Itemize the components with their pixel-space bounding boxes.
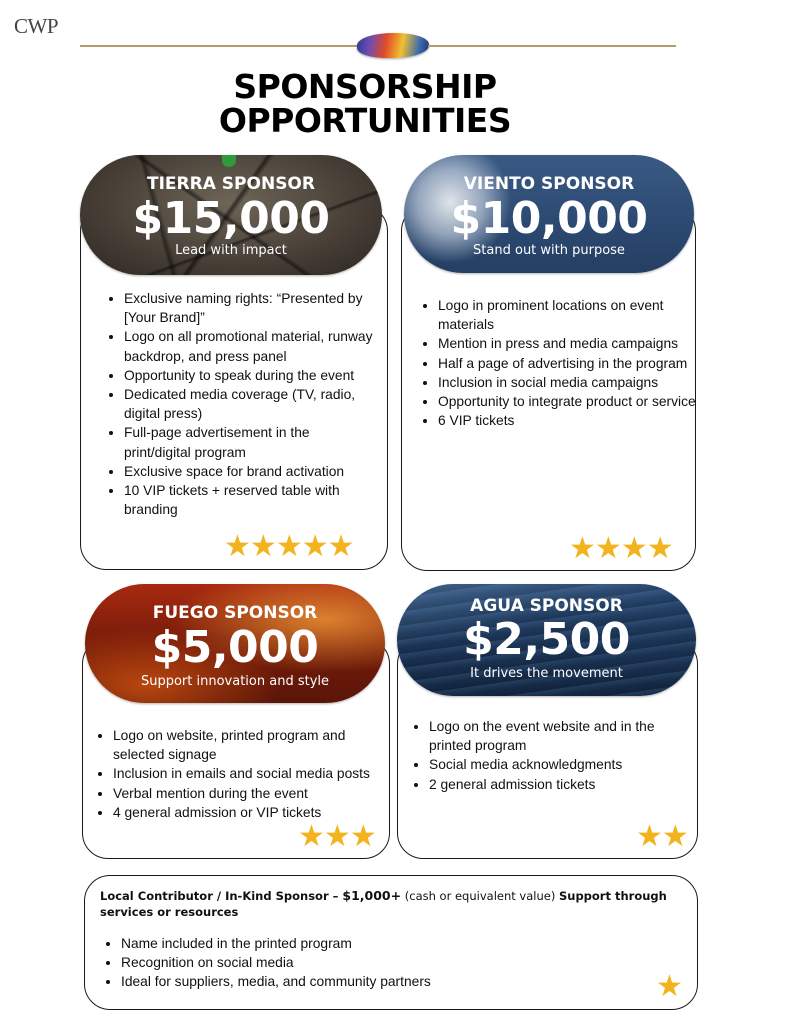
tier-name: VIENTO SPONSOR [463, 174, 635, 194]
star-icon: ★ [301, 530, 328, 563]
star-icon: ★ [661, 820, 688, 853]
star-icon: ★ [646, 532, 673, 565]
local-amount: $1,000+ [342, 888, 402, 903]
benefit-item: • Opportunity to speak during the event [124, 366, 380, 385]
viento-star-rating [569, 534, 673, 564]
benefit-item: • 10 VIP tickets + reserved table with branding [124, 481, 380, 519]
benefit-item: • Half a page of advertising in the program [438, 354, 696, 373]
tier-price: $10,000 [450, 193, 648, 244]
benefit-item: • Recognition on social media [121, 953, 561, 972]
benefit-item: • Mention in press and media campaigns [438, 334, 696, 353]
benefit-item: • Inclusion in social media campaigns [438, 373, 696, 392]
page-title-line-1: SPONSORSHIP [233, 67, 497, 106]
header-divider-left [80, 45, 358, 47]
viento-sponsor-banner [404, 155, 694, 273]
star-icon: ★ [569, 532, 595, 565]
local-benefits-list [103, 934, 561, 992]
fuego-sponsor-banner [85, 584, 385, 703]
tier-tagline: It drives the movement [470, 666, 623, 681]
benefit-item: • Verbal mention during the event [113, 784, 398, 803]
tier-price: $2,500 [463, 614, 630, 665]
viento-benefits-list [420, 296, 696, 430]
benefit-item: • Social media acknowledgments [429, 755, 694, 774]
tier-price: $15,000 [132, 193, 330, 244]
benefit-item: • 6 VIP tickets [438, 411, 696, 430]
gemstone-icon [357, 33, 429, 58]
local-contributor-title [100, 888, 680, 920]
star-icon: ★ [323, 820, 350, 853]
star-icon: ★ [594, 532, 621, 565]
tierra-benefits-list [106, 289, 380, 519]
benefit-item: • Name included in the printed program [121, 934, 561, 953]
star-icon: ★ [636, 820, 662, 853]
benefit-item: • Logo on all promotional material, runway backdrop, and press panel [124, 327, 380, 365]
agua-sponsor-banner [397, 584, 696, 696]
tier-name: FUEGO SPONSOR [152, 603, 318, 623]
benefit-item: • Logo on website, printed program and selected signage [113, 726, 398, 764]
tier-name: TIERRA SPONSOR [147, 174, 315, 194]
benefit-item: • Ideal for suppliers, media, and community partners [121, 972, 561, 991]
local-star-rating [656, 972, 682, 1002]
star-icon: ★ [349, 820, 376, 853]
tierra-star-rating [224, 532, 354, 562]
local-title-paren: (cash or equivalent value) [401, 889, 559, 903]
tier-name: AGUA SPONSOR [470, 596, 623, 616]
benefit-item: • 2 general admission tickets [429, 775, 694, 794]
benefit-item: • Inclusion in emails and social media posts [113, 764, 398, 783]
local-title-part-1: Local Contributor / In-Kind Sponsor – [100, 889, 343, 903]
tier-price: $5,000 [151, 622, 319, 673]
agua-benefits-list [411, 717, 694, 794]
star-icon: ★ [224, 530, 250, 563]
page-title-line-2: OPPORTUNITIES [218, 101, 512, 141]
tier-tagline: Lead with impact [175, 243, 287, 258]
fuego-benefits-list [95, 726, 398, 822]
agua-star-rating [636, 822, 688, 852]
tier-tagline: Stand out with purpose [473, 243, 625, 258]
tierra-sponsor-banner [80, 155, 382, 275]
benefit-item: • Logo on the event website and in the printed program [429, 717, 694, 755]
brand-logo: CWP [14, 14, 59, 38]
fuego-star-rating [298, 822, 376, 852]
benefit-item: • 4 general admission or VIP tickets [113, 803, 398, 822]
star-icon: ★ [327, 530, 354, 563]
benefit-item: • Dedicated media coverage (TV, radio, digital press) [124, 385, 380, 423]
sprout-icon [222, 155, 236, 167]
page-title [140, 67, 590, 141]
benefit-item: • Exclusive space for brand activation [124, 462, 380, 481]
star-icon: ★ [275, 530, 302, 563]
star-icon: ★ [620, 532, 647, 565]
header-divider-right [428, 45, 676, 47]
local-title-part-2: Support through services or resources [100, 889, 667, 919]
benefit-item: • Full-page advertisement in the print/digital program [124, 423, 380, 461]
star-icon: ★ [298, 820, 324, 853]
benefit-item: • Opportunity to integrate product or service [438, 392, 696, 411]
tier-tagline: Support innovation and style [140, 674, 330, 689]
star-icon: ★ [656, 970, 682, 1003]
star-icon: ★ [249, 530, 276, 563]
benefit-item: • Logo in prominent locations on event materials [438, 296, 696, 334]
benefit-item: • Exclusive naming rights: “Presented by [Your Brand]” [124, 289, 380, 327]
